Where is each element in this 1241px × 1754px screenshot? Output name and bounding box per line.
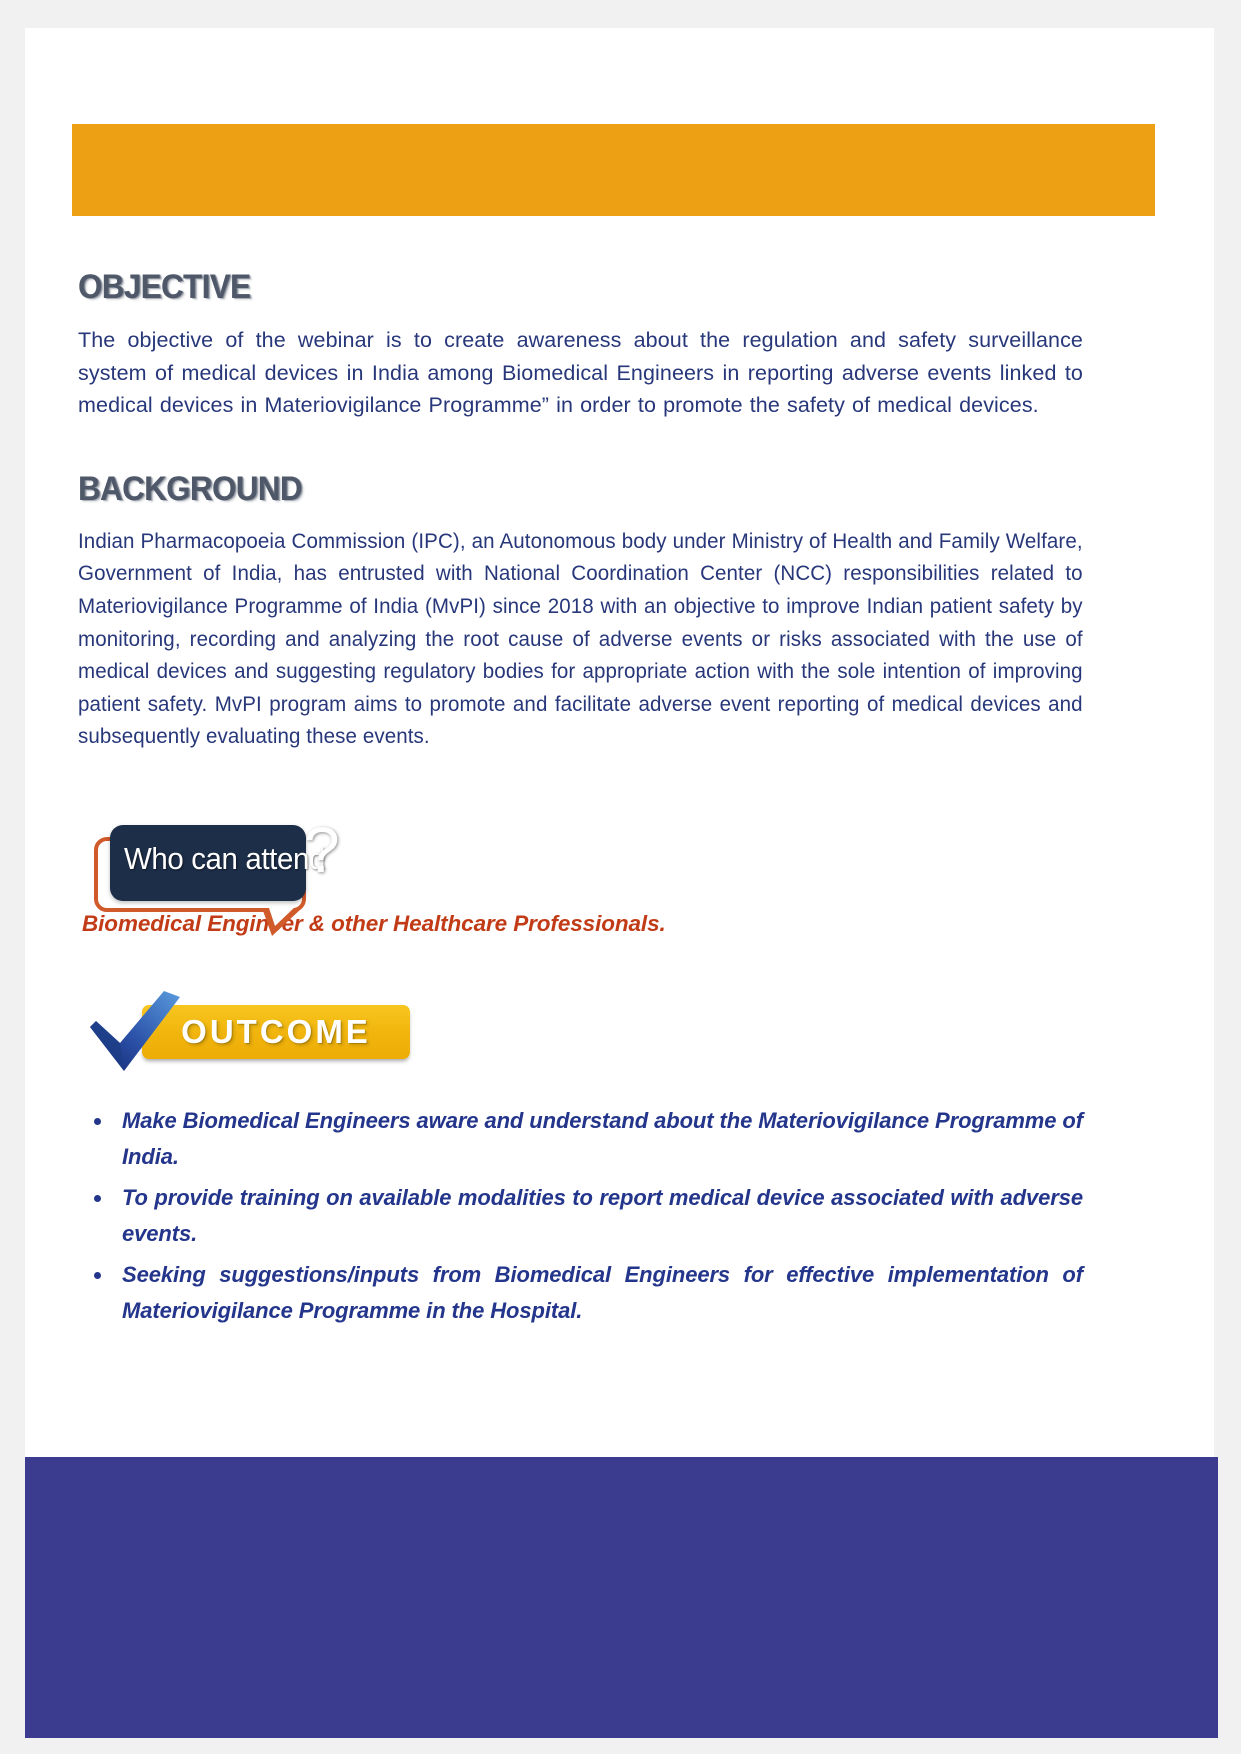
list-item: Make Biomedical Engineers aware and understand about the Materiovigilance Programme of India. bbox=[84, 1103, 1083, 1175]
checkmark-icon bbox=[80, 987, 200, 1075]
who-can-attend-label: Who can attend bbox=[124, 840, 325, 876]
speech-bubble-tail-icon bbox=[262, 908, 302, 936]
outcome-badge bbox=[80, 1001, 410, 1073]
list-item: To provide training on available modalities to report medical device associated with adverse events. bbox=[84, 1180, 1083, 1252]
outcome-list bbox=[84, 1103, 1083, 1329]
footer-purple-band bbox=[25, 1457, 1218, 1738]
list-item: Seeking suggestions/inputs from Biomedical Engineers for effective implementation of Materiovigilance Programme in the Hospital. bbox=[84, 1257, 1083, 1329]
question-mark-icon: ? bbox=[304, 813, 340, 886]
objective-paragraph: The objective of the webinar is to create awareness about the regulation and safety surveillance system of medical devices in India among Biomedical Engineers in reporting adverse events linked to medical devices in Materiovigilance Programme” in order to promote the safety of medical devices. bbox=[78, 328, 1083, 418]
document-content bbox=[78, 268, 1083, 1334]
outcome-badge-label: OUTCOME bbox=[181, 1012, 371, 1050]
background-paragraph: Indian Pharmacopoeia Commission (IPC), an Autonomous body under Ministry of Health and Family Welfare, Government of India, has entrusted with National Coordination Center (NCC) responsibilities related to Materiovigilance Programme of India (MvPI) since 2018 with an objective to improve Indian patient safety by monitoring, recording and analyzing the root cause of adverse events or risks associated with the use of medical devices and suggesting regulatory bodies for appropriate action with the sole intention of improving patient safety. MvPI program aims to promote and facilitate adverse event reporting of medical devices and subsequently evaluating these events. bbox=[78, 528, 1083, 749]
header-orange-banner bbox=[72, 124, 1155, 216]
background-heading: BACKGROUND bbox=[78, 469, 302, 508]
objective-heading: OBJECTIVE bbox=[78, 268, 251, 306]
who-can-attend-graphic bbox=[82, 815, 412, 933]
who-can-attend-answer: Biomedical Engineer & other Healthcare Professionals. bbox=[82, 910, 666, 936]
